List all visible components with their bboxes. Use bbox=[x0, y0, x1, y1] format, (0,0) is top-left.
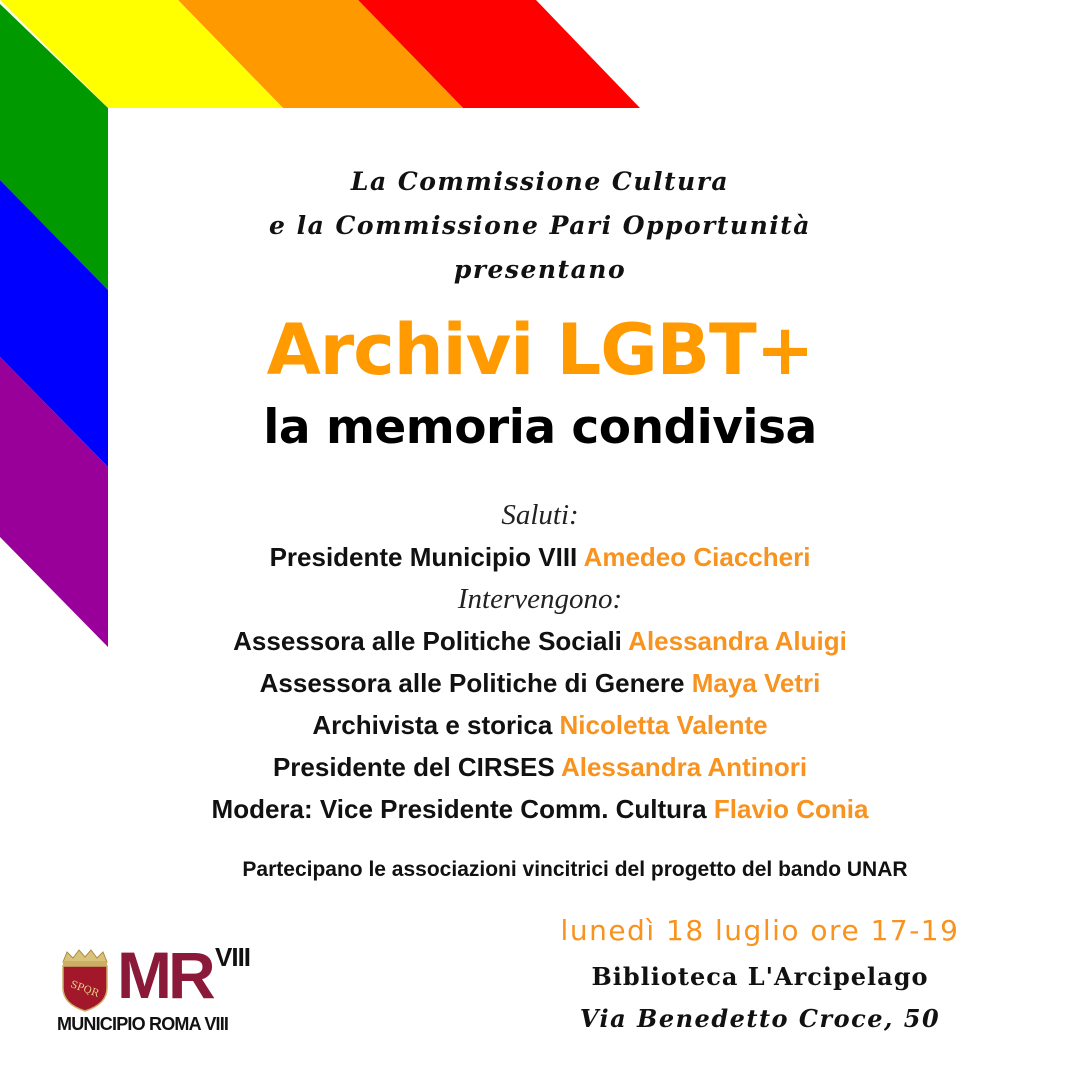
event-date-time: lunedì 18 luglio ore 17-19 bbox=[560, 914, 960, 947]
speaker-line bbox=[0, 662, 1080, 704]
event-address: Via Benedetto Croce, 50 bbox=[579, 1004, 941, 1033]
logo-mark: MR bbox=[117, 938, 212, 1012]
speaker-name: Alessandra Antinori bbox=[560, 752, 808, 782]
stripe-orange bbox=[178, 0, 463, 108]
intro-line-1: La Commissione Cultura bbox=[350, 167, 730, 196]
intro-line-3: presentano bbox=[453, 255, 627, 284]
moderator-line bbox=[0, 788, 1080, 830]
stripe-yellow bbox=[0, 0, 283, 108]
svg-text:SPQR: SPQR bbox=[68, 979, 101, 1000]
speakers-label: Intervengono: bbox=[457, 583, 623, 615]
rome-crest-icon bbox=[55, 948, 115, 1012]
program-block bbox=[0, 494, 1080, 830]
speaker-role: Archivista e storica bbox=[312, 710, 553, 740]
logo-name: MUNICIPIO ROMA VIII bbox=[57, 1014, 229, 1034]
intro-block bbox=[0, 160, 1080, 292]
municipio-logo bbox=[55, 940, 275, 1040]
intro-line-2: e la Commissione Pari Opportunità bbox=[268, 211, 812, 240]
speaker-role: Presidente del CIRSES bbox=[272, 752, 555, 782]
stripe-red bbox=[358, 0, 640, 108]
speaker-name: Amedeo Ciaccheri bbox=[583, 542, 811, 572]
greeting-line bbox=[0, 536, 1080, 578]
speaker-name: Alessandra Aluigi bbox=[628, 626, 847, 656]
speaker-name: Maya Vetri bbox=[691, 668, 821, 698]
event-venue: Biblioteca L'Arcipelago bbox=[591, 962, 929, 991]
speaker-line bbox=[0, 620, 1080, 662]
speaker-role: Presidente Municipio VIII bbox=[269, 542, 578, 572]
speaker-name: Nicoletta Valente bbox=[559, 710, 768, 740]
speaker-line bbox=[0, 746, 1080, 788]
greetings-label: Saluti: bbox=[501, 499, 579, 531]
speaker-role: Assessora alle Politiche Sociali bbox=[233, 626, 622, 656]
speaker-name: Flavio Conia bbox=[713, 794, 869, 824]
speaker-line bbox=[0, 704, 1080, 746]
event-title: Archivi LGBT+ bbox=[266, 309, 814, 391]
event-subtitle: la memoria condivisa bbox=[263, 400, 817, 455]
logo-superscript: VIII bbox=[215, 942, 251, 972]
participants-note: Partecipano le associazioni vincitrici del progetto del bando UNAR bbox=[242, 858, 908, 881]
speaker-role: Modera: Vice Presidente Comm. Cultura bbox=[211, 794, 707, 824]
speaker-role: Assessora alle Politiche di Genere bbox=[259, 668, 685, 698]
